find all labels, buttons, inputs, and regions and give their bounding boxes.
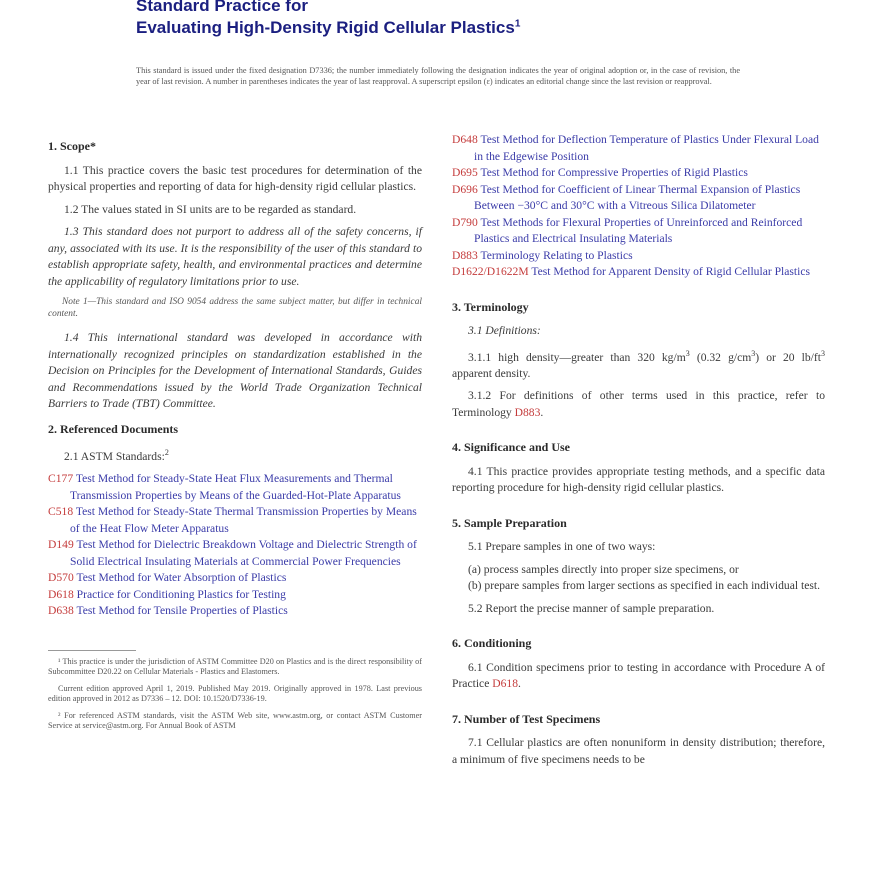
section-6-title: 6. Conditioning [452,636,532,651]
section-5-title: 5. Sample Preparation [452,515,567,530]
left-column [48,130,422,738]
ref-D648[interactable]: D648 Test Method for Deflection Temperature of Plastics Under Flexural Load in the Edgewise Position [452,133,819,163]
section-4-title: 4. Significance and Use [452,440,571,455]
para-3-1-2: 3.1.2 For definitions of other terms used in this practice, refer to Terminology D883. [452,389,825,419]
para-5-1-a: (a) process samples directly into proper size specimens, or [468,562,739,576]
ref-C177[interactable]: C177 Test Method for Steady-State Heat Flux Measurements and Thermal Transmission Properties by Means of the Guarded-Hot-Plate Apparatus [48,472,401,502]
para-5-1: 5.1 Prepare samples in one of two ways: [468,540,656,554]
intro-paragraph: This standard is issued under the fixed designation D7336; the number immediately following the designation indicates the year of original adoption or, in the case of revision, the year of last revision. A number in parentheses indicates the year of last reapproval. A superscript epsilon (ε) indicates an editorial change since the last revision or reapproval. [136,66,740,86]
footnote-edition: Current edition approved April 1, 2019. Published May 2019. Originally approved in 1978. Last previous edition approved in 2012 as D7336 – 12. DOI: 10.1520/D7336-19. [48,683,422,704]
title-line-1: Standard Practice for [136,0,308,15]
ref-C518[interactable]: C518 Test Method for Steady-State Thermal Transmission Properties by Means of the Heat Flow Meter Apparatus [48,505,417,535]
ref-D149[interactable]: D149 Test Method for Dielectric Breakdown Voltage and Dielectric Strength of Solid Electrical Insulating Materials at Commercial Power Frequencies [48,538,417,568]
para-3-1-1: 3.1.1 high density—greater than 320 $kg/m^3$ (0.32 $g/cm^3$) or 20 $lb/ft^3$ apparent density. [452,348,825,380]
para-1-1: 1.1 This practice covers the basic test procedures for determination of the physical properties and reporting of data for high-density rigid cellular plastics. [48,163,422,193]
title-line-2: Evaluating High-Density Rigid Cellular Plastics$^1$ [136,18,521,37]
section-3-title: 3. Terminology [452,299,529,314]
para-6-1: 6.1 Condition specimens prior to testing in accordance with Procedure A of Practice D618. [452,660,825,691]
para-1-3: 1.3 This standard does not purport to address all of the safety concerns, if any, associated with its use. It is the responsibility of the user of this standard to establish appropriate safety, health, and environmental practices and determine the applicability of regulatory limitations prior to use. [48,225,422,288]
footnote-2: ² For referenced ASTM standards, visit the ASTM Web site, www.astm.org, or contact ASTM Customer Service at service@astm.org. For Annual Book of ASTM [48,710,422,731]
para-1-4: 1.4 This international standard was developed in accordance with internationally recognized principles on standardization established in the Decision on Principles for the Development of International Standards, Guides and Recommendations issued by the World Trade Organization Technical Barriers to Trade (TBT) Committee. [48,331,422,410]
footnote-rule [48,650,136,651]
link-D883[interactable]: D883 [514,405,541,419]
para-2-1: 2.1 ASTM Standards:$^2$ [64,448,169,463]
footnote-1: ¹ This practice is under the jurisdiction of ASTM Committee D20 on Plastics and is the direct responsibility of Subcommittee D20.22 on Cellular Materials - Plastics and Elastomers. [48,656,422,677]
ref-D1622[interactable]: D1622/D1622M Test Method for Apparent Density of Rigid Cellular Plastics [452,265,811,278]
section-1-title: 1. Scope* [48,139,96,153]
para-1-2: 1.2 The values stated in SI units are to be regarded as standard. [64,202,357,216]
ref-D790[interactable]: D790 Test Methods for Flexural Properties of Unreinforced and Reinforced Plastics and Electrical Insulating Materials [452,215,803,245]
section-2-title: 2. Referenced Documents [48,421,179,436]
para-5-2: 5.2 Report the precise manner of sample preparation. [468,601,715,615]
ref-D695[interactable]: D695 Test Method for Compressive Properties of Rigid Plastics [452,166,748,179]
para-7-1: 7.1 Cellular plastics are often nonuniform in density distribution; therefore, a minimum of five specimens needs to be [452,736,825,766]
ref-D696[interactable]: D696 Test Method for Coefficient of Linear Thermal Expansion of Plastics Between −30°C and 30°C with a Vitreous Silica Dilatometer [452,182,801,212]
note-1: Note 1—This standard and ISO 9054 address the same subject matter, but differ in technical content. [48,297,422,319]
section-7-title: 7. Number of Test Specimens [452,711,601,726]
ref-D570[interactable]: D570 Test Method for Water Absorption of Plastics [48,571,287,585]
ref-D883[interactable]: D883 Terminology Relating to Plastics [452,248,633,262]
para-5-1-b: (b) prepare samples from larger sections as specified in each individual test. [468,579,820,593]
para-3-1: 3.1 Definitions: [468,324,541,337]
link-D618[interactable]: D618 [492,677,518,691]
title-footnote-mark: 1 [514,18,521,30]
right-column [452,132,825,774]
ref-D618[interactable]: D618 Practice for Conditioning Plastics for Testing [48,587,286,601]
ref-D638[interactable]: D638 Test Method for Tensile Properties of Plastics [48,604,288,618]
para-4-1: 4.1 This practice provides appropriate testing methods, and a specific data reporting procedure for high-density rigid cellular plastics. [452,464,825,495]
